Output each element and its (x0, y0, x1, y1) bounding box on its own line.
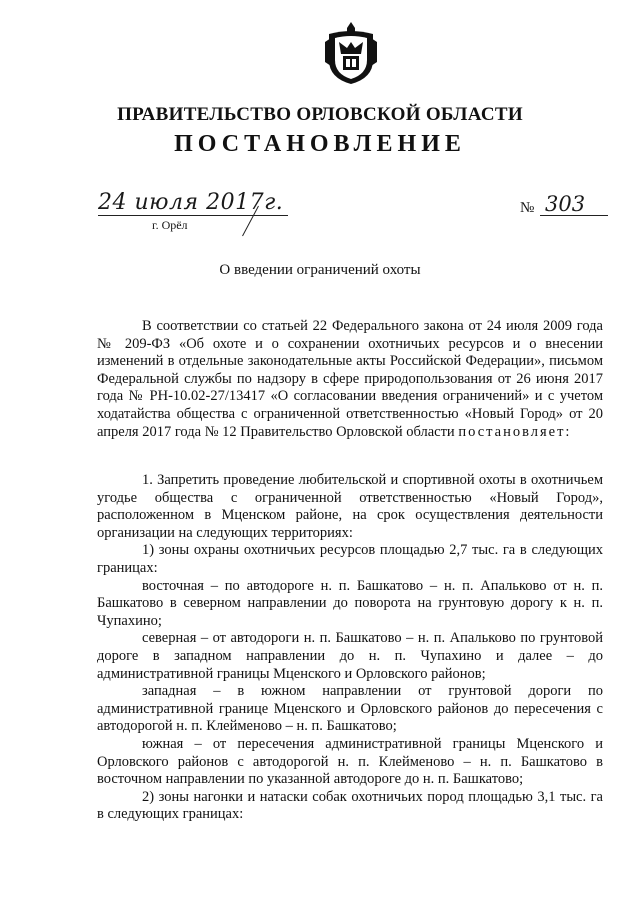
decree-date: 24 июля 2017г. (98, 190, 284, 215)
preamble-verb: постановляет: (458, 423, 572, 440)
item-paragraph: 1. Запретить проведение любительской и спортивной охоты в охотничьем угодье общества с ограниченной ответственностью «Новый Город», расположенном в Мценском районе, на срок осуществления деятельности организации на следующих территориях: (97, 472, 603, 541)
document-type: ПОСТАНОВЛЕНИЕ (174, 131, 466, 157)
city-label: г. Орёл (152, 218, 188, 232)
decree-items (97, 472, 603, 824)
item-paragraph: 1) зоны охраны охотничьих ресурсов площадью 2,7 тыс. га в следующих границах: (97, 542, 603, 576)
coat-of-arms-emblem (323, 20, 379, 86)
decree-number: 303 (545, 192, 586, 216)
item-paragraph: восточная – по автодороге н. п. Башкатово – н. п. Апальково от н. п. Башкатово в северном направлении до поворота на грунтовую дорогу к н. п. Чупахино; (97, 577, 603, 629)
preamble (97, 318, 603, 441)
item-paragraph: северная – от автодороги н. п. Башкатово – н. п. Апальково по грунтовой дороге в западном направлении до н. п. Чупахино и далее – до административной границы Мценского и Орловского районов; (97, 630, 603, 682)
government-name: ПРАВИТЕЛЬСТВО ОРЛОВСКОЙ ОБЛАСТИ (117, 104, 523, 125)
item-paragraph: южная – от пересечения административной границы Мценского и Орловского районов с автодорогой н. п. Клейменово – н. п. Башкатово в восточном направлении по указанной автодороге до н. п. Башкатово; (97, 735, 603, 788)
preamble-paragraph (97, 318, 603, 441)
item-paragraph: западная – в южном направлении от грунтовой дороги по административной границе Мценского и Орловского районов до пересечения с автодорогой н. п. Клейменово – н. п. Башкатово; (97, 683, 603, 735)
number-underline (540, 215, 608, 216)
date-underline (98, 215, 288, 216)
decree-subject: О введении ограничений охоты (219, 262, 421, 278)
item-paragraph: 2) зоны нагонки и натаски собак охотничьих пород площадью 3,1 тыс. га в следующих границах: (97, 788, 603, 823)
preamble-text: В соответствии со статьей 22 Федерального закона от 24 июля 2009 года № 209-ФЗ «Об охоте и о сохранении охотничьих ресурсов и о внесении изменений в отдельные законодательные акты Российской Федерации», письмом Федеральной службы по надзору в сфере природопользования от 26 июня 2017 года № РН-10.02-27/13417 «О согласовании введения ограничений» и с учетом ходатайства общества с ограниченной ответственностью «Новый Город» от 20 апреля 2017 года № 12 Правительство Орловской области (97, 318, 603, 440)
number-sign: № (520, 200, 535, 216)
